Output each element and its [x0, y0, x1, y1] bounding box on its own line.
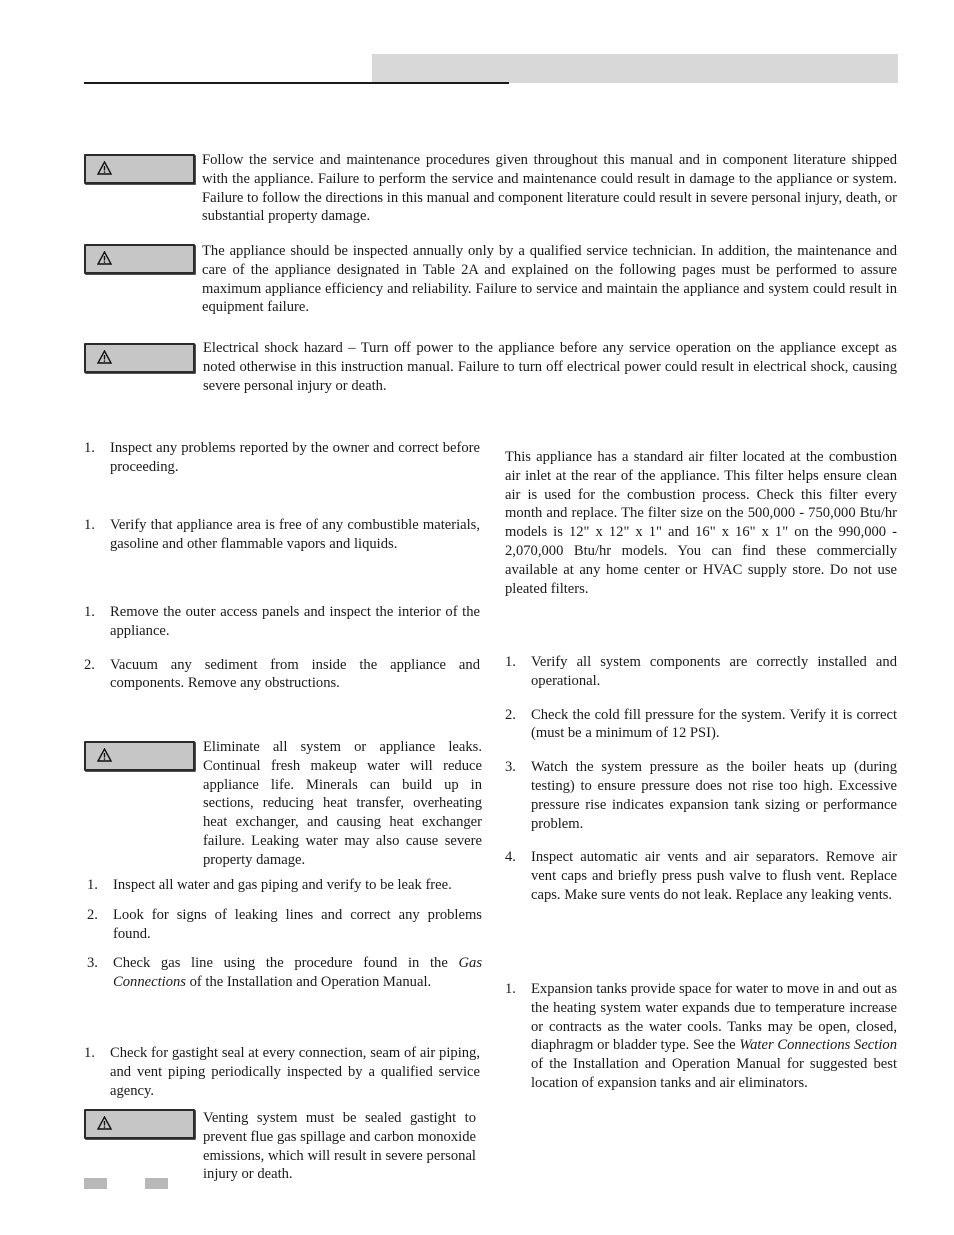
warning-label	[84, 741, 195, 771]
warning-label	[84, 1109, 195, 1139]
list-item: 1. Inspect all water and gas piping and verify to be leak free.	[87, 877, 452, 893]
list-item: 3. Check gas line using the procedure found in the Gas Connections of the Installation and Operation Manual.	[87, 955, 482, 991]
warning-text: Venting system must be sealed gastight to prevent flue gas spillage and carbon monoxide emissions, which will result in severe personal injury or death.	[203, 1110, 476, 1183]
warning-text: Follow the service and maintenance procedures given throughout this manual and in component literature shipped with the appliance. Failure to perform the service and maintenance could result in damage to the appliance or system. Failure to follow the directions in this manual and component literature could result in severe personal injury, death, or substantial property damage.	[202, 152, 897, 225]
list-item: 1. Expansion tanks provide space for water to move in and out as the heating system water expands due to temperature increase or contracts as the water cools. Tanks may be open, closed, diaphragm or bladder type. See the Water Connections Section of the Installation and Operation Manual for suggested best location of expansion tanks and air eliminators.	[505, 981, 897, 1091]
warning-text: Electrical shock hazard – Turn off power to the appliance before any service operation on the appliance except as noted otherwise in this instruction manual. Failure to turn off electrical power could result in electrical shock, causing severe personal injury or death.	[203, 340, 897, 394]
list-item: 1. Verify that appliance area is free of any combustible materials, gasoline and other flammable vapors and liquids.	[84, 517, 480, 552]
warning-text: The appliance should be inspected annually only by a qualified service technician. In addition, the maintenance and care of the appliance designated in Table 2A and explained on the following pages must be performed to assure maximum appliance efficiency and reliability. Failure to service and maintain the appliance and system could result in equipment failure.	[202, 243, 897, 316]
vent-list	[84, 1044, 480, 1100]
header-rule	[84, 82, 509, 84]
warning-triangle-icon	[97, 748, 112, 762]
warning-text: Eliminate all system or appliance leaks. Continual fresh makeup water will reduce appliance life. Minerals can build up in sections, reducing heat transfer, overheating heat exchanger, and causing heat exchanger failure. Leaking water may also cause severe property damage.	[203, 739, 482, 868]
list-item: 1. Check for gastight seal at every connection, seam of air piping, and vent piping periodically inspected by a qualified service agency.	[84, 1045, 480, 1099]
list-item: 3. Watch the system pressure as the boiler heats up (during testing) to ensure pressure does not rise too high. Excessive pressure rise indicates expansion tank sizing or performance problem.	[505, 759, 897, 832]
system-list	[505, 653, 897, 905]
warning-label	[84, 244, 195, 274]
warning-triangle-icon	[97, 251, 112, 265]
interior-list	[84, 603, 480, 693]
list-item: 2. Vacuum any sediment from inside the appliance and components. Remove any obstructions.	[84, 656, 480, 692]
list-item: 4. Inspect automatic air vents and air separators. Remove air vent caps and briefly press push valve to flush vent. Replace caps. Make sure vents do not leak. Replace any leaking vents.	[505, 849, 897, 903]
air-filter-paragraph: This appliance has a standard air filter located at the combustion air inlet at the rear of the appliance. This filter helps ensure clean air is used for the combustion process. Check this filter every month and replace. The filter size on the 500,000 - 750,000 Btu/hr models is 12" x 12" x 1" and 16" x 16" x 1" on the 990,000 - 2,070,000 Btu/hr models. You can find these commercially available at any home center or HVAC supply store. Do not use pleated filters.	[505, 449, 897, 597]
leaks-list	[87, 876, 482, 992]
footer-mark	[145, 1178, 168, 1189]
warning-label	[84, 343, 195, 373]
expansion-list	[505, 980, 897, 1093]
list-item: 1. Remove the outer access panels and inspect the interior of the appliance.	[84, 604, 480, 639]
list-item: 1. Verify all system components are correctly installed and operational.	[505, 654, 897, 689]
footer-mark	[84, 1178, 107, 1189]
list-item: 2. Look for signs of leaking lines and correct any problems found.	[87, 906, 482, 942]
warning-triangle-icon	[97, 161, 112, 175]
header-bar	[372, 54, 898, 83]
warning-triangle-icon	[97, 1116, 112, 1130]
warning-triangle-icon	[97, 350, 112, 364]
list-item: 1. Inspect any problems reported by the owner and correct before proceeding.	[84, 440, 480, 475]
warning-label	[84, 154, 195, 184]
owner-list	[84, 439, 480, 477]
list-item: 2. Check the cold fill pressure for the system. Verify it is correct (must be a minimum of 12 PSI).	[505, 706, 897, 742]
area-list	[84, 516, 480, 554]
